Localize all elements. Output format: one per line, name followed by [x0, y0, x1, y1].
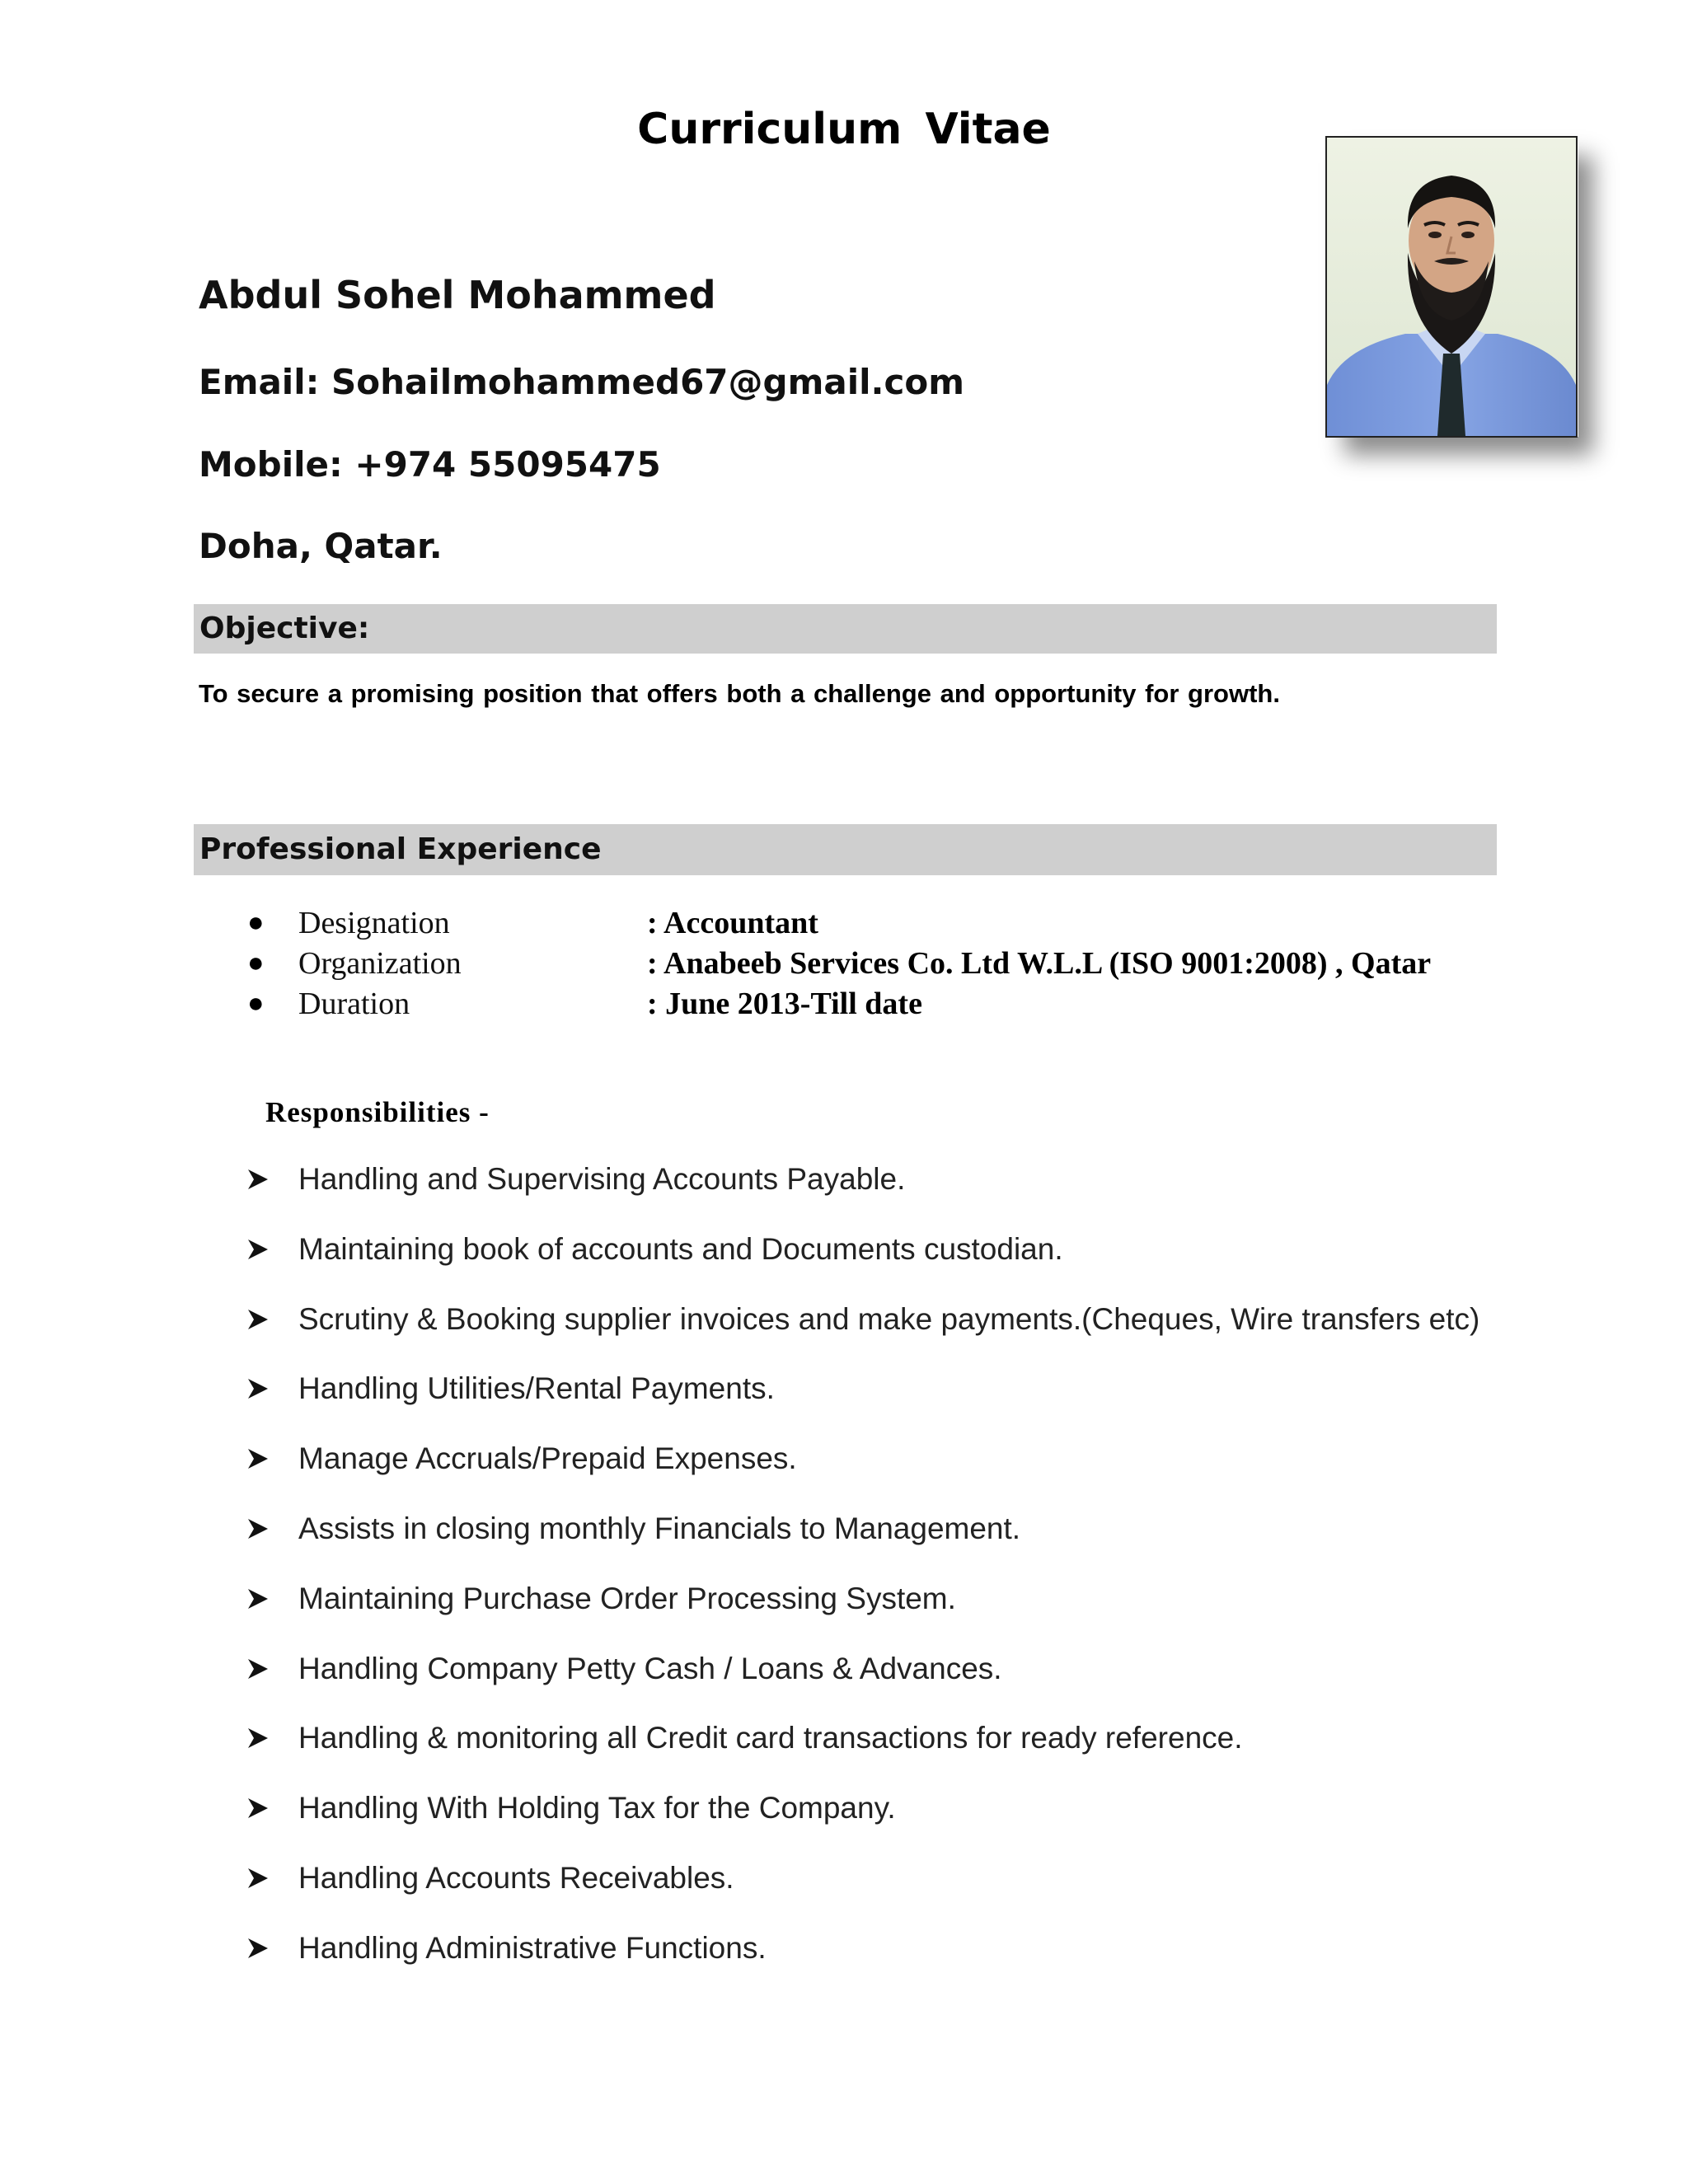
objective-text: To secure a promising position that offers both a challenge and opportunity for growth. [199, 679, 1280, 708]
responsibilities-heading: Responsibilities - [265, 1096, 490, 1128]
responsibility-text: Handling Utilities/Rental Payments. [298, 1371, 775, 1406]
detail-value: : June 2013-Till date [647, 987, 922, 1021]
responsibility-text: Handling Company Petty Cash / Loans & Advances. [298, 1651, 1002, 1685]
responsibility-text: Assists in closing monthly Financials to Management. [298, 1511, 1021, 1545]
arrow-bullet-icon [247, 1518, 269, 1540]
arrow-bullet-icon [247, 1448, 269, 1469]
arrow-bullet-icon [247, 1658, 269, 1680]
responsibility-text: Handling Administrative Functions. [298, 1930, 767, 1965]
arrow-bullet-icon [247, 1378, 269, 1399]
detail-row-organization [247, 943, 1500, 984]
responsibility-text: Handling Accounts Receivables. [298, 1860, 734, 1895]
responsibility-text: Handling and Supervising Accounts Payable. [298, 1162, 906, 1196]
bullet-dot-icon: ● [247, 907, 265, 938]
contact-email: Email: Sohailmohammed67@gmail.com [199, 362, 964, 402]
detail-row-designation [247, 902, 1500, 944]
arrow-bullet-icon [247, 1938, 269, 1959]
responsibility-text: Handling With Holding Tax for the Company. [298, 1791, 896, 1825]
arrow-bullet-icon [247, 1588, 269, 1610]
responsibility-text: Handling & monitoring all Credit card transactions for ready reference. [298, 1721, 1243, 1755]
detail-label: Duration [298, 987, 410, 1021]
detail-label: Organization [298, 946, 462, 981]
professional-experience-heading: Professional Experience [194, 824, 1497, 875]
responsibility-text: Scrutiny & Booking supplier invoices and make payments.(Cheques, Wire transfers etc) [298, 1301, 1480, 1336]
detail-value: : Accountant [647, 906, 818, 940]
candidate-name: Abdul Sohel Mohammed [199, 273, 716, 317]
contact-location: Doha, Qatar. [199, 526, 443, 566]
arrow-bullet-icon [247, 1309, 269, 1330]
document-title: Curriculum Vitae [637, 105, 1051, 154]
detail-row-duration [247, 983, 1500, 1024]
profile-photo [1325, 136, 1578, 438]
objective-heading: Objective: [194, 604, 1497, 654]
arrow-bullet-icon [247, 1868, 269, 1889]
arrow-bullet-icon [247, 1727, 269, 1749]
arrow-bullet-icon [247, 1239, 269, 1260]
arrow-bullet-icon [247, 1797, 269, 1819]
profile-portrait-image [1327, 138, 1576, 436]
arrow-bullet-icon [247, 1169, 269, 1190]
contact-mobile: Mobile: +974 55095475 [199, 444, 661, 485]
responsibility-text: Maintaining Purchase Order Processing System. [298, 1581, 956, 1615]
detail-value: : Anabeeb Services Co. Ltd W.L.L (ISO 9001:2008) , Qatar [647, 946, 1432, 981]
responsibility-text: Manage Accruals/Prepaid Expenses. [298, 1441, 797, 1476]
detail-label: Designation [298, 906, 450, 940]
bullet-dot-icon: ● [247, 948, 265, 978]
responsibility-text: Maintaining book of accounts and Documents custodian. [298, 1231, 1063, 1266]
bullet-dot-icon: ● [247, 988, 265, 1019]
